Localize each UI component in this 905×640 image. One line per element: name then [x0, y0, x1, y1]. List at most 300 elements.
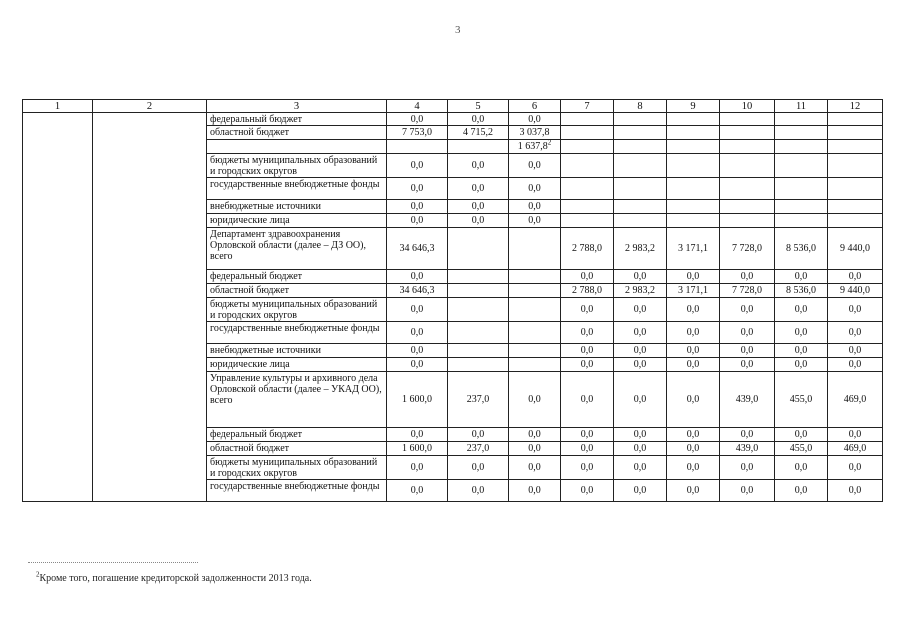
value-text: 0,0: [528, 394, 541, 405]
row-label: федеральный бюджет: [207, 270, 387, 284]
value-cell: [561, 298, 614, 322]
value-text: 0,0: [794, 271, 808, 282]
value-text: 0,0: [794, 429, 808, 440]
value-cell: [614, 200, 667, 214]
value-text: 7 728,0: [732, 243, 762, 254]
value-text: 2 788,0: [572, 285, 602, 296]
value-text: 1 637,8: [517, 141, 548, 152]
value-cell: [775, 140, 828, 154]
value-text: 0,0: [848, 462, 862, 473]
value-text: 0,0: [740, 359, 754, 370]
column-header: 12: [828, 100, 883, 113]
value-text: 0,0: [528, 113, 541, 125]
value-text: 0,0: [580, 462, 594, 473]
value-text: 0,0: [410, 429, 424, 440]
value-text: 0,0: [410, 359, 424, 370]
value-cell: [387, 358, 448, 372]
value-text: 0,0: [848, 429, 862, 440]
value-text: 0,0: [410, 201, 424, 212]
value-cell: [720, 140, 775, 154]
row-label: областной бюджет: [207, 126, 387, 140]
value-text: 0,0: [633, 443, 647, 454]
value-cell: [667, 228, 720, 270]
value-cell: [387, 456, 448, 480]
value-text: 8 536,0: [786, 243, 816, 254]
value-text: 0,0: [848, 345, 862, 356]
value-cell: [720, 228, 775, 270]
value-text: 469,0: [843, 443, 867, 454]
row-label: федеральный бюджет: [207, 428, 387, 442]
value-text: 0,0: [633, 485, 647, 496]
value-cell: [509, 214, 561, 228]
value-cell: [448, 178, 509, 200]
row-label: государственные внебюджетные фонды: [207, 178, 387, 200]
value-cell: [561, 154, 614, 178]
value-cell: [720, 442, 775, 456]
value-cell: [509, 126, 561, 140]
value-cell: [667, 200, 720, 214]
value-text: 439,0: [735, 443, 759, 454]
value-cell: [561, 126, 614, 140]
value-cell: [509, 428, 561, 442]
value-text: 3 037,8: [519, 127, 550, 138]
value-cell: [561, 428, 614, 442]
value-text: 0,0: [410, 327, 424, 338]
value-cell: [720, 480, 775, 502]
value-text: 0,0: [633, 271, 647, 282]
value-cell: [775, 372, 828, 428]
value-cell: [720, 344, 775, 358]
value-cell: [387, 113, 448, 126]
value-text: 8 536,0: [786, 285, 816, 296]
value-cell: [387, 428, 448, 442]
column-header: 6: [509, 100, 561, 113]
value-text: 0,0: [580, 359, 594, 370]
value-text: 0,0: [410, 304, 424, 315]
value-text: 1 600,0: [402, 443, 432, 454]
value-text: 0,0: [686, 443, 700, 454]
value-text: 0,0: [633, 394, 647, 405]
value-cell: [448, 270, 509, 284]
value-cell: [667, 344, 720, 358]
value-cell: [828, 428, 883, 442]
value-cell: [828, 284, 883, 298]
value-cell: [509, 113, 561, 126]
value-text: 0,0: [848, 271, 862, 282]
value-cell: [667, 456, 720, 480]
value-text: 0,0: [686, 394, 700, 405]
value-text: 2 983,2: [625, 243, 655, 254]
value-text: 0,0: [633, 327, 647, 338]
value-cell: [448, 214, 509, 228]
footnote-marker: 2: [36, 570, 40, 579]
value-cell: [561, 270, 614, 284]
value-text: 0,0: [633, 359, 647, 370]
column-header: 10: [720, 100, 775, 113]
value-text: 0,0: [528, 215, 541, 226]
value-text: 0,0: [740, 485, 754, 496]
value-cell: [561, 140, 614, 154]
value-text: 0,0: [740, 345, 754, 356]
value-text: 0,0: [580, 345, 594, 356]
row-label: внебюджетные источники: [207, 200, 387, 214]
value-cell: [614, 442, 667, 456]
value-text: 0,0: [686, 429, 700, 440]
value-cell: [614, 344, 667, 358]
footnote-divider: [28, 562, 198, 563]
value-cell: [387, 442, 448, 456]
value-text: 0,0: [471, 462, 485, 473]
value-cell: [448, 428, 509, 442]
value-cell: [614, 284, 667, 298]
column-header: 3: [207, 100, 387, 113]
value-text: 3 171,1: [678, 285, 708, 296]
value-cell: [387, 284, 448, 298]
column-header: 7: [561, 100, 614, 113]
value-cell: [509, 298, 561, 322]
value-text: 0,0: [580, 271, 594, 282]
value-cell: [614, 270, 667, 284]
value-text: 237,0: [466, 443, 490, 454]
value-cell: [387, 154, 448, 178]
value-text: 0,0: [528, 462, 541, 473]
value-text: 7 728,0: [732, 285, 762, 296]
column-header: 11: [775, 100, 828, 113]
column-header: 2: [93, 100, 207, 113]
row-label: государственные внебюджетные фонды: [207, 480, 387, 502]
value-cell: [720, 358, 775, 372]
value-text: 0,0: [528, 485, 541, 496]
value-cell: [561, 480, 614, 502]
value-cell: [775, 113, 828, 126]
value-cell: [720, 270, 775, 284]
value-text: 0,0: [633, 345, 647, 356]
value-cell: [667, 178, 720, 200]
value-cell: [509, 480, 561, 502]
value-cell: [509, 284, 561, 298]
value-text: 2 788,0: [572, 243, 602, 254]
value-cell: [667, 298, 720, 322]
value-cell: [720, 456, 775, 480]
value-cell: [387, 140, 448, 154]
value-text: 0,0: [580, 304, 594, 315]
value-text: 0,0: [528, 201, 541, 212]
value-text: 34 646,3: [399, 285, 435, 296]
row-label: бюджеты муниципальных образований и городских округов: [207, 298, 387, 322]
value-cell: [828, 372, 883, 428]
value-cell: [614, 480, 667, 502]
row-label: областной бюджет: [207, 284, 387, 298]
value-cell: [561, 214, 614, 228]
value-text: 0,0: [471, 429, 485, 440]
value-text: 0,0: [580, 443, 594, 454]
value-cell: [614, 298, 667, 322]
value-text: 0,0: [410, 113, 424, 125]
value-cell: [828, 442, 883, 456]
value-text: 0,0: [794, 485, 808, 496]
value-text: 0,0: [410, 271, 424, 282]
value-cell: [775, 428, 828, 442]
value-cell: [720, 298, 775, 322]
value-cell: [448, 480, 509, 502]
value-cell: [828, 480, 883, 502]
value-cell: [828, 456, 883, 480]
value-cell: [720, 372, 775, 428]
value-cell: [614, 154, 667, 178]
value-cell: [509, 456, 561, 480]
value-text: 0,0: [686, 271, 700, 282]
value-text: 0,0: [686, 462, 700, 473]
value-cell: [614, 214, 667, 228]
value-cell: [614, 428, 667, 442]
value-cell: [720, 178, 775, 200]
value-cell: [667, 322, 720, 344]
value-text: 0,0: [686, 304, 700, 315]
page-number: 3: [455, 24, 461, 36]
value-cell: [828, 358, 883, 372]
value-cell: [775, 344, 828, 358]
value-cell: [828, 322, 883, 344]
value-cell: [561, 178, 614, 200]
value-cell: [561, 372, 614, 428]
value-text: 0,0: [580, 394, 594, 405]
value-cell: [828, 344, 883, 358]
value-cell: [720, 284, 775, 298]
value-cell: [561, 456, 614, 480]
row-label: областной бюджет: [207, 442, 387, 456]
value-cell: [828, 270, 883, 284]
value-cell: [561, 228, 614, 270]
value-cell: [667, 113, 720, 126]
value-cell: [775, 228, 828, 270]
value-cell: [614, 322, 667, 344]
value-text: 0,0: [471, 113, 485, 125]
value-text: 455,0: [789, 443, 813, 454]
value-cell: [448, 344, 509, 358]
value-cell: [448, 284, 509, 298]
value-cell: [720, 200, 775, 214]
value-text: 0,0: [794, 327, 808, 338]
value-text: 0,0: [794, 359, 808, 370]
column-header: 4: [387, 100, 448, 113]
budget-table: [22, 99, 883, 502]
value-cell: [828, 228, 883, 270]
value-cell: [775, 270, 828, 284]
value-cell: [387, 298, 448, 322]
value-cell: [387, 200, 448, 214]
row-label: федеральный бюджет: [207, 113, 387, 126]
value-cell: [561, 344, 614, 358]
value-cell: [775, 358, 828, 372]
value-text: 455,0: [789, 394, 813, 405]
row-label: юридические лица: [207, 214, 387, 228]
value-cell: [509, 372, 561, 428]
value-text: 0,0: [410, 485, 424, 496]
value-cell: [509, 358, 561, 372]
value-cell: [561, 358, 614, 372]
column-header: 5: [448, 100, 509, 113]
value-text: 0,0: [794, 462, 808, 473]
value-text: 0,0: [686, 327, 700, 338]
value-cell: [720, 322, 775, 344]
value-cell: [509, 140, 561, 154]
value-cell: [509, 178, 561, 200]
value-cell: [387, 480, 448, 502]
value-text: 0,0: [471, 485, 485, 496]
value-text: 0,0: [740, 327, 754, 338]
column-header: 8: [614, 100, 667, 113]
value-cell: [828, 298, 883, 322]
value-text: 0,0: [410, 462, 424, 473]
value-text: 0,0: [528, 429, 541, 440]
value-cell: [614, 456, 667, 480]
value-cell: [448, 228, 509, 270]
value-text: 0,0: [580, 327, 594, 338]
value-cell: [667, 214, 720, 228]
value-cell: [828, 140, 883, 154]
value-cell: [448, 322, 509, 344]
value-cell: [775, 214, 828, 228]
value-cell: [448, 442, 509, 456]
value-cell: [828, 200, 883, 214]
value-text: 0,0: [794, 304, 808, 315]
value-cell: [387, 228, 448, 270]
value-cell: [509, 322, 561, 344]
value-cell: [667, 442, 720, 456]
value-text: 0,0: [471, 215, 485, 226]
value-cell: [387, 178, 448, 200]
value-cell: [448, 456, 509, 480]
value-cell: [448, 200, 509, 214]
value-text: 0,0: [740, 462, 754, 473]
value-cell: [509, 344, 561, 358]
value-cell: [720, 214, 775, 228]
value-cell: [720, 428, 775, 442]
value-cell: [775, 154, 828, 178]
value-text: 0,0: [528, 183, 541, 194]
value-cell: [509, 270, 561, 284]
footnote-text: Кроме того, погашение кредиторской задолженности 2013 года.: [39, 573, 312, 584]
value-text: 469,0: [843, 394, 867, 405]
value-cell: [667, 126, 720, 140]
value-cell: [667, 140, 720, 154]
value-text: 0,0: [471, 183, 485, 194]
table-row: [23, 113, 883, 126]
value-cell: [448, 298, 509, 322]
value-cell: [614, 113, 667, 126]
value-text: 0,0: [471, 160, 485, 171]
value-cell: [561, 322, 614, 344]
value-cell: [387, 214, 448, 228]
row-label: [207, 140, 387, 154]
value-cell: [667, 480, 720, 502]
value-cell: [775, 322, 828, 344]
value-text: 3 171,1: [678, 243, 708, 254]
value-cell: [828, 113, 883, 126]
value-cell: [614, 178, 667, 200]
value-cell: [667, 428, 720, 442]
value-cell: [387, 372, 448, 428]
value-cell: [614, 126, 667, 140]
value-cell: [667, 270, 720, 284]
value-cell: [667, 358, 720, 372]
value-cell: [775, 456, 828, 480]
value-text: 0,0: [580, 429, 594, 440]
value-cell: [448, 372, 509, 428]
value-cell: [448, 113, 509, 126]
value-text: 0,0: [410, 215, 424, 226]
value-cell: [448, 358, 509, 372]
value-cell: [387, 344, 448, 358]
value-text: 9 440,0: [840, 243, 870, 254]
value-text: 0,0: [410, 345, 424, 356]
merged-cell-col2: [93, 113, 207, 502]
value-cell: [775, 298, 828, 322]
value-text: 7 753,0: [402, 127, 432, 138]
value-cell: [448, 154, 509, 178]
value-text: 237,0: [466, 394, 490, 405]
value-cell: [828, 214, 883, 228]
value-text: 0,0: [686, 345, 700, 356]
value-text: 9 440,0: [840, 285, 870, 296]
value-cell: [448, 126, 509, 140]
value-text: 1 600,0: [402, 394, 432, 405]
row-label: юридические лица: [207, 358, 387, 372]
value-text: 0,0: [633, 462, 647, 473]
value-cell: [828, 126, 883, 140]
value-text: 0,0: [580, 485, 594, 496]
value-cell: [509, 200, 561, 214]
value-cell: [775, 178, 828, 200]
value-cell: [720, 154, 775, 178]
value-text: 0,0: [848, 359, 862, 370]
value-cell: [509, 228, 561, 270]
value-text: 0,0: [848, 485, 862, 496]
row-label: Управление культуры и архивного дела Орловской области (далее – УКАД ОО), всего: [207, 372, 387, 428]
value-text: 0,0: [686, 359, 700, 370]
value-text: 0,0: [471, 201, 485, 212]
value-cell: [614, 372, 667, 428]
row-label: внебюджетные источники: [207, 344, 387, 358]
footnote: [36, 570, 312, 584]
row-label: бюджеты муниципальных образований и городских округов: [207, 456, 387, 480]
value-text: 0,0: [740, 304, 754, 315]
footnote-ref: 2: [547, 139, 552, 147]
value-cell: [387, 322, 448, 344]
column-header: 1: [23, 100, 93, 113]
value-text: 0,0: [740, 271, 754, 282]
value-cell: [614, 358, 667, 372]
value-cell: [509, 442, 561, 456]
value-cell: [775, 284, 828, 298]
value-cell: [561, 200, 614, 214]
value-cell: [561, 442, 614, 456]
value-text: 0,0: [410, 160, 424, 171]
value-text: 0,0: [528, 160, 541, 171]
value-cell: [387, 126, 448, 140]
value-text: 0,0: [740, 429, 754, 440]
value-cell: [667, 372, 720, 428]
value-text: 0,0: [528, 443, 541, 454]
value-cell: [667, 154, 720, 178]
value-text: 0,0: [848, 304, 862, 315]
merged-cell-col1: [23, 113, 93, 502]
row-label: бюджеты муниципальных образований и городских округов: [207, 154, 387, 178]
value-cell: [775, 442, 828, 456]
value-cell: [775, 126, 828, 140]
row-label: государственные внебюджетные фонды: [207, 322, 387, 344]
value-text: 0,0: [633, 304, 647, 315]
